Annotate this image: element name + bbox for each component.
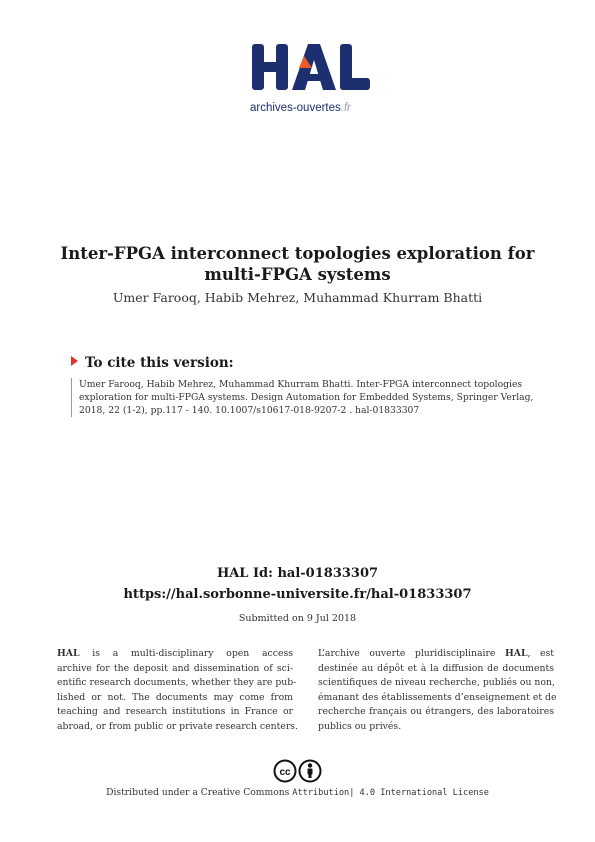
triangle-bullet-icon <box>71 356 78 366</box>
submission-date: Submitted on 9 Jul 2018 <box>238 613 357 624</box>
license-line <box>40 787 555 798</box>
license-prefix: Distributed under a Creative Commons <box>106 787 293 798</box>
authors: Umer Farooq, Habib Mehrez, Muhammad Khurram Bhatti <box>112 290 483 305</box>
citation-block <box>71 378 569 417</box>
hal-bold-label: HAL <box>57 648 80 659</box>
title-line: Inter-FPGA interconnect topologies exploration for <box>60 244 535 263</box>
description-line: publics ou privés. <box>318 720 402 732</box>
svg-text:cc: cc <box>279 767 291 778</box>
description-line: entific research documents, whether they are pub- <box>57 677 297 689</box>
citation-line: Umer Farooq, Habib Mehrez, Muhammad Khurram Bhatti. Inter-FPGA interconnect topologies <box>79 379 523 390</box>
description-text: is a multi-disciplinary open access <box>79 648 293 659</box>
description-english <box>57 647 299 735</box>
description-text: , est <box>527 648 555 659</box>
description-french <box>318 647 557 735</box>
description-line: destinée au dépôt et à la diffusion de documents <box>318 662 554 674</box>
hal-id: HAL Id: hal-01833307 <box>216 566 379 581</box>
description-line: lished or not. The documents may come from <box>57 691 293 703</box>
creative-commons-logo <box>273 759 323 783</box>
svg-text:archives-ouvertes.fr: archives-ouvertes.fr <box>250 102 351 114</box>
description-line: recherche français ou étrangers, des laboratoires <box>318 706 554 718</box>
description-line: abroad, or from public or private research centers. <box>57 720 299 732</box>
title-line: multi-FPGA systems <box>204 265 391 284</box>
hal-logo <box>248 42 378 114</box>
description-text: L’archive ouverte pluridisciplinaire <box>318 648 505 659</box>
description-line: émanant des établissements d’enseignement et de <box>318 691 557 703</box>
hal-logo-graphic <box>248 42 378 114</box>
description-line: scientifiques de niveau recherche, publiés ou non, <box>318 677 555 689</box>
hal-bold-label: HAL <box>504 648 528 659</box>
cc-by-icon <box>273 759 323 783</box>
description-line <box>318 647 554 662</box>
hal-url-link[interactable]: https://hal.sorbonne-universite.fr/hal-01833307 <box>123 587 472 602</box>
description-line <box>57 647 293 662</box>
description-line: archive for the deposit and dissemination of sci- <box>57 662 293 674</box>
paper-title <box>40 243 555 285</box>
description-line: teaching and research institutions in France or <box>57 706 293 718</box>
cite-heading-text: To cite this version: <box>85 355 234 371</box>
citation-line: exploration for multi-FPGA systems. Design Automation for Embedded Systems, Springer Verlag, <box>79 392 534 403</box>
citation-line: 2018, 22 (1-2), pp.117 - 140. 10.1007/s10617-018-9207-2 . hal-01833307 <box>79 405 420 416</box>
license-link[interactable]: Attribution| 4.0 International License <box>292 788 489 798</box>
cite-heading <box>71 355 234 371</box>
